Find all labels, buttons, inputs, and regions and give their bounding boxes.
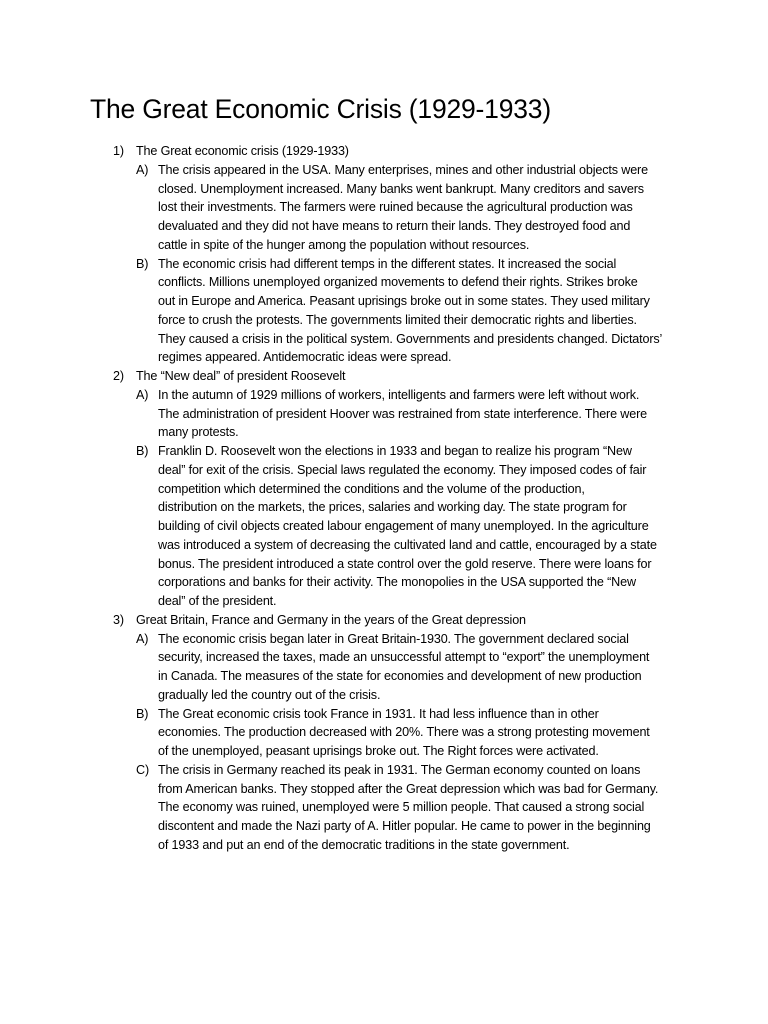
- item-marker: A): [136, 162, 149, 177]
- paragraph-line: The economy was ruined, unemployed were 5 million people. That caused a strong social: [158, 800, 645, 815]
- section-heading: The Great economic crisis (1929-1933): [136, 144, 349, 158]
- outline-item: [0, 705, 768, 761]
- item-marker: B): [136, 706, 149, 721]
- paragraph-line: out in Europe and America. Peasant uprisings broke out in some states. They used military: [158, 294, 650, 308]
- outline-item: [0, 630, 768, 705]
- paragraph-line: force to crush the protests. The governments limited their democratic rights and liberties.: [158, 312, 637, 327]
- item-paragraph: [158, 705, 768, 761]
- paragraph-line: lost their investments. The farmers were ruined because the agricultural production was: [158, 200, 633, 215]
- paragraph-line: The crisis appeared in the USA. Many enterprises, mines and other industrial objects were: [158, 162, 648, 177]
- item-paragraph: [158, 761, 768, 855]
- paragraph-line: distribution on the markets, the prices, salaries and working day. The state program for: [158, 500, 627, 515]
- paragraph-line: devaluated and they did not have means to return their lands. They destroyed food and: [158, 219, 631, 233]
- outline-section: [0, 367, 768, 611]
- item-paragraph: [158, 442, 768, 611]
- paragraph-line: discontent and made the Nazi party of A. Hitler popular. He came to power in the beginning: [158, 819, 651, 833]
- paragraph-line: The Great economic crisis took France in 1931. It had less influence than in other: [158, 706, 599, 721]
- paragraph-line: cattle in spite of the hunger among the population without resources.: [158, 237, 530, 252]
- document-body: [0, 142, 768, 855]
- paragraph-line: in Canada. The measures of the state for economies and development of new production: [158, 669, 642, 683]
- outline-section: [0, 142, 768, 367]
- section-heading: Great Britain, France and Germany in the years of the Great depression: [136, 612, 526, 627]
- paragraph-line: many protests.: [158, 425, 239, 440]
- outline-item: [0, 386, 768, 442]
- paragraph-line: gradually led the country out of the crisis.: [158, 687, 381, 702]
- item-marker: A): [136, 631, 149, 646]
- section-number: 3): [113, 612, 124, 627]
- outline-section: [0, 611, 768, 855]
- paragraph-line: closed. Unemployment increased. Many banks went bankrupt. Many creditors and savers: [158, 181, 644, 196]
- paragraph-line: of 1933 and put an end of the democratic traditions in the state government.: [158, 837, 570, 852]
- paragraph-line: Franklin D. Roosevelt won the elections in 1933 and began to realize his program “New: [158, 444, 632, 458]
- outline-item: [0, 255, 768, 368]
- paragraph-line: The crisis in Germany reached its peak in 1931. The German economy counted on loans: [158, 762, 641, 777]
- item-paragraph: [158, 161, 768, 255]
- paragraph-line: The economic crisis had different temps in the different states. It increased the social: [158, 256, 617, 271]
- outline-item: [0, 161, 768, 255]
- paragraph-line: The administration of president Hoover was restrained from state interference. There were: [158, 406, 648, 421]
- paragraph-line: security, increased the taxes, made an unsuccessful attempt to “export” the unemployment: [158, 650, 650, 665]
- item-paragraph: [158, 630, 768, 705]
- item-marker: B): [136, 256, 149, 271]
- paragraph-line: In the autumn of 1929 millions of workers, intelligents and farmers were left without work.: [158, 387, 640, 402]
- section-heading: The “New deal” of president Roosevelt: [136, 369, 346, 383]
- paragraph-line: regimes appeared. Antidemocratic ideas were spread.: [158, 350, 452, 365]
- paragraph-line: The economic crisis began later in Great Britain-1930. The government declared social: [158, 631, 629, 646]
- paragraph-line: deal” for exit of the crisis. Special laws regulated the economy. They imposed codes of fair: [158, 462, 647, 477]
- paragraph-line: corporations and banks for their activity. The monopolies in the USA supported the “New: [158, 575, 636, 590]
- document-title: The Great Economic Crisis (1929-1933): [90, 94, 551, 124]
- paragraph-line: from American banks. They stopped after the Great depression which was bad for Germany.: [158, 781, 659, 796]
- paragraph-line: competition which determined the conditions and the volume of the production,: [158, 481, 585, 496]
- section-number: 1): [113, 144, 124, 158]
- item-marker: A): [136, 387, 149, 402]
- item-marker: B): [136, 444, 149, 458]
- outline-item: [0, 442, 768, 611]
- paragraph-line: was introduced a system of decreasing the cultivated land and cattle, encouraged by a state: [158, 537, 657, 552]
- paragraph-line: of the unemployed, peasant uprisings broke out. The Right forces were activated.: [158, 744, 599, 758]
- item-marker: C): [136, 762, 149, 777]
- section-number: 2): [113, 369, 124, 383]
- item-paragraph: [158, 255, 768, 368]
- paragraph-line: economies. The production decreased with 20%. There was a strong protesting movement: [158, 725, 650, 740]
- paragraph-line: deal” of the president.: [158, 594, 277, 608]
- paragraph-line: bonus. The president introduced a state control over the gold reserve. There were loans for: [158, 556, 652, 571]
- paragraph-line: conflicts. Millions unemployed organized movements to defend their rights. Strikes broke: [158, 275, 638, 290]
- outline-item: [0, 761, 768, 855]
- item-paragraph: [158, 386, 768, 442]
- paragraph-line: building of civil objects created labour engagement of many unemployed. In the agriculture: [158, 519, 649, 533]
- paragraph-line: They caused a crisis in the political system. Governments and presidents changed. Dictators’: [158, 331, 663, 346]
